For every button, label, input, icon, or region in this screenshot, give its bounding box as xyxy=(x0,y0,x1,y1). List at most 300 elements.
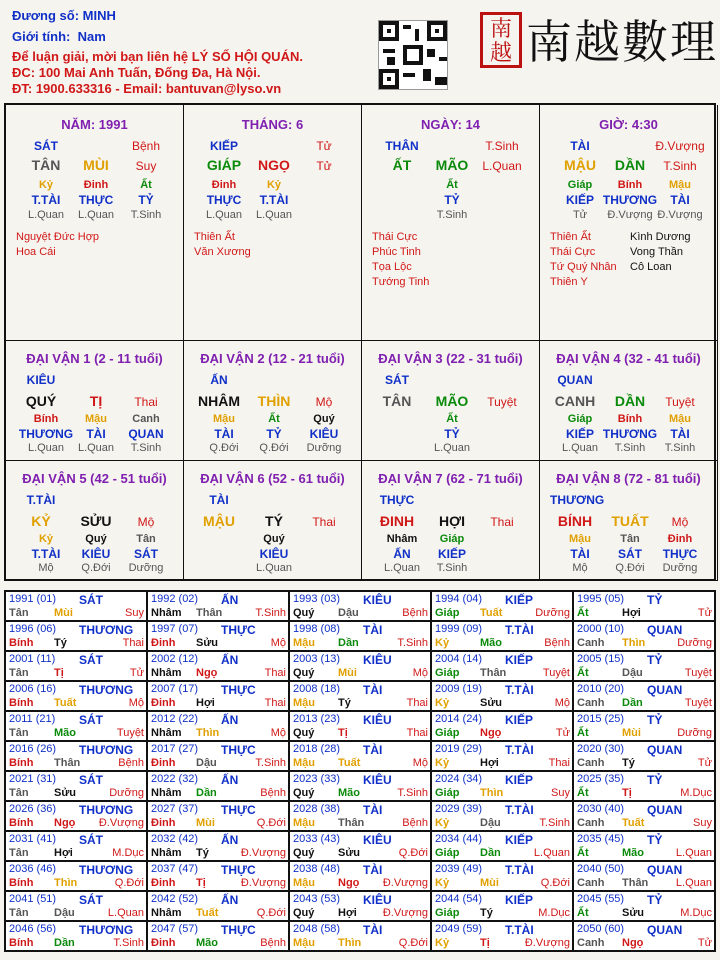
hidden-stage: L.Quan xyxy=(77,442,115,454)
star-label: Tọa Lộc xyxy=(372,261,412,273)
dai-van-title: ĐẠI VẬN 1 (2 - 11 tuổi) xyxy=(26,351,163,366)
dai-van-title: ĐẠI VẬN 2 (12 - 21 tuổi) xyxy=(200,351,345,366)
hidden-stem: Mậu xyxy=(669,179,691,191)
year-cell[interactable] xyxy=(147,831,289,861)
year-cell[interactable] xyxy=(431,891,573,921)
hidden-stem: Ất xyxy=(446,413,458,425)
star-label: Văn Xương xyxy=(194,246,251,258)
year-label: 2047 (57) THỰC xyxy=(151,923,256,937)
dai-van-god: T.TÀI xyxy=(26,493,56,507)
pillar-stage-mid: L.Quan xyxy=(482,159,522,173)
hidden-stage: Q.Đới xyxy=(81,562,111,574)
year-stem-branch: Mậu Ngọ Đ.Vượng xyxy=(293,877,428,889)
hidden-stage: Dưỡng xyxy=(306,442,342,454)
hidden-stage: L.Quan xyxy=(27,442,65,454)
year-label: 2019 (29) T.TÀI xyxy=(435,743,534,757)
year-cell[interactable] xyxy=(5,801,147,831)
hidden-stage: Đ.Vượng xyxy=(657,209,703,221)
year-label: 2021 (31) SÁT xyxy=(9,773,103,787)
year-cell[interactable] xyxy=(573,711,715,741)
year-label: 2007 (17) THỰC xyxy=(151,683,256,697)
year-stem-branch: Mậu Thìn Q.Đới xyxy=(293,937,428,949)
year-stem-branch: Kỷ Sửu Mộ xyxy=(435,697,570,709)
hidden-god: TÀI xyxy=(570,547,590,561)
year-label: 1991 (01) SÁT xyxy=(9,593,103,607)
year-cell[interactable] xyxy=(5,681,147,711)
dai-van-stem: MẬU xyxy=(203,513,235,529)
hidden-stem: Đinh xyxy=(211,179,237,191)
year-stem-branch: Mậu Thân Bệnh xyxy=(293,817,428,829)
pillar-stage-top: Tử xyxy=(316,139,332,153)
year-cell[interactable] xyxy=(147,681,289,711)
pillar-stage-top: Đ.Vượng xyxy=(655,139,705,153)
year-cell[interactable] xyxy=(573,831,715,861)
year-cell[interactable] xyxy=(5,861,147,891)
dai-van-cell xyxy=(184,341,362,461)
year-label: 2048 (58) TÀI xyxy=(293,923,383,937)
pillar-cell xyxy=(540,105,718,341)
dai-van-stage: Thai xyxy=(134,395,158,409)
year-stem-branch: Quý Mùi Mộ xyxy=(293,667,428,679)
year-stem-branch: Mậu Tý Thai xyxy=(293,697,428,709)
year-cell[interactable] xyxy=(289,891,431,921)
year-label: 2039 (49) T.TÀI xyxy=(435,863,534,877)
year-label: 2031 (41) SÁT xyxy=(9,833,103,847)
year-stem-branch: Kỷ Tị Đ.Vượng xyxy=(435,937,570,949)
hidden-stem: Quý xyxy=(85,533,107,545)
year-cell[interactable] xyxy=(5,741,147,771)
dai-van-cell xyxy=(6,341,184,461)
hidden-stem: Kỷ xyxy=(38,179,54,191)
hidden-god: ẤN xyxy=(393,547,411,561)
year-cell[interactable] xyxy=(431,771,573,801)
year-cell[interactable] xyxy=(431,831,573,861)
year-cell[interactable] xyxy=(5,891,147,921)
year-cell[interactable] xyxy=(147,591,289,621)
year-label: 1992 (02) ẤN xyxy=(151,593,239,607)
hidden-god: KIẾP xyxy=(437,547,466,561)
hidden-stem: Tân xyxy=(620,533,640,545)
year-label: 2016 (26) THƯƠNG xyxy=(9,743,134,757)
year-label: 2008 (18) TÀI xyxy=(293,683,383,697)
year-stem-branch: Giáp Dần L.Quan xyxy=(435,847,570,859)
year-label: 2001 (11) SÁT xyxy=(9,653,103,667)
hidden-stem: Quý xyxy=(313,413,335,425)
year-cell[interactable] xyxy=(289,711,431,741)
year-cell[interactable] xyxy=(5,591,147,621)
year-cell[interactable] xyxy=(289,861,431,891)
hidden-god: T.TÀI xyxy=(31,547,61,561)
pillar-stage-top: Bệnh xyxy=(131,139,161,153)
hidden-stem: Giáp xyxy=(567,413,593,425)
year-label: 2027 (37) THỰC xyxy=(151,803,256,817)
year-label: 1997 (07) THỰC xyxy=(151,623,256,637)
year-stem-branch: Ất Mùi Dưỡng xyxy=(577,727,712,739)
hidden-stage: Q.Đới xyxy=(259,442,289,454)
hidden-stem: Ất xyxy=(140,179,152,191)
hidden-stage: L.Quan xyxy=(383,562,421,574)
pillar-title: GIỜ: 4:30 xyxy=(599,117,658,132)
year-stem-branch: Canh Thìn Dưỡng xyxy=(577,637,712,649)
hidden-stem: Mậu xyxy=(85,413,107,425)
star-label: Thiên Y xyxy=(550,276,588,288)
year-cell[interactable] xyxy=(289,921,431,951)
hidden-god: TÀI xyxy=(86,427,106,441)
year-label: 2015 (25) TỶ xyxy=(577,713,663,727)
year-cell[interactable] xyxy=(431,741,573,771)
hidden-stage: L.Quan xyxy=(205,209,243,221)
year-label: 2000 (10) QUAN xyxy=(577,623,683,637)
year-stem-branch: Đinh Hợi Thai xyxy=(151,697,286,709)
year-label: 1993 (03) KIÊU xyxy=(293,593,392,607)
year-cell[interactable] xyxy=(573,861,715,891)
year-label: 2034 (44) KIẾP xyxy=(435,833,534,847)
year-label: 2049 (59) T.TÀI xyxy=(435,923,534,937)
year-cell[interactable] xyxy=(431,681,573,711)
owner-name: MINH xyxy=(82,8,116,23)
year-stem-branch: Quý Mão T.Sinh xyxy=(293,787,428,799)
star-label: Thái Cực xyxy=(550,246,596,258)
dai-van-branch: SỬU xyxy=(80,513,112,529)
dai-van-title: ĐẠI VẬN 3 (22 - 31 tuổi) xyxy=(378,351,523,366)
year-stem-branch: Bính Ngọ Đ.Vượng xyxy=(9,817,144,829)
year-cell[interactable] xyxy=(5,711,147,741)
year-label: 2011 (21) SÁT xyxy=(9,713,103,727)
hidden-stem: Đinh xyxy=(667,533,693,545)
year-label: 2002 (12) ẤN xyxy=(151,653,239,667)
hidden-stage: Mộ xyxy=(38,562,54,574)
dai-van-cell xyxy=(540,461,718,581)
dai-van-stem: QUÝ xyxy=(25,393,57,409)
hidden-stem: Nhâm xyxy=(386,533,418,545)
pillar-cell xyxy=(6,105,184,341)
gender-label: Giới tính: xyxy=(12,29,71,44)
hidden-stage: Dưỡng xyxy=(662,562,698,574)
dai-van-title: ĐẠI VẬN 6 (52 - 61 tuổi) xyxy=(200,471,345,486)
pillar-stage-mid: Tử xyxy=(316,159,332,173)
year-label: 2005 (15) TỶ xyxy=(577,653,663,667)
year-stem-branch: Đinh Sửu Mộ xyxy=(151,637,286,649)
hidden-god: TỶ xyxy=(266,427,282,441)
year-label: 2006 (16) THƯƠNG xyxy=(9,683,134,697)
year-label: 2012 (22) ẤN xyxy=(151,713,239,727)
year-cell[interactable] xyxy=(289,651,431,681)
year-stem-branch: Kỷ Mão Bệnh xyxy=(435,637,570,649)
year-cell[interactable] xyxy=(5,621,147,651)
year-stem-branch: Quý Sửu Q.Đới xyxy=(293,847,428,859)
year-label: 1999 (09) T.TÀI xyxy=(435,623,534,637)
year-stem-branch: Tân Mão Tuyệt xyxy=(9,727,144,739)
star-label: Thiên Ất xyxy=(194,231,235,243)
hidden-stage: Tử xyxy=(572,209,588,221)
hidden-stem: Bính xyxy=(617,413,643,425)
hidden-stage: T.Sinh xyxy=(614,442,646,454)
hidden-stem: Bính xyxy=(33,413,59,425)
year-stem-branch: Giáp Tý M.Dục xyxy=(435,907,570,919)
dai-van-stage: Tuyệt xyxy=(487,395,517,409)
year-label: 2014 (24) KIẾP xyxy=(435,713,534,727)
pillar-stage-mid: T.Sinh xyxy=(663,159,697,173)
year-stem-branch: Giáp Tuất Dưỡng xyxy=(435,607,570,619)
hidden-god: TÀI xyxy=(670,193,690,207)
year-label: 2036 (46) THƯƠNG xyxy=(9,863,134,877)
year-stem-branch: Đinh Mão Bệnh xyxy=(151,937,286,949)
year-label: 1994 (04) KIẾP xyxy=(435,593,534,607)
dai-van-god: QUAN xyxy=(557,373,593,387)
hidden-stage: T.Sinh xyxy=(130,442,162,454)
hidden-stage: T.Sinh xyxy=(130,209,162,221)
dai-van-stem: ĐINH xyxy=(379,513,415,529)
dai-van-branch: TÝ xyxy=(265,513,283,529)
year-stem-branch: Giáp Thân Tuyệt xyxy=(435,667,570,679)
hidden-stage: T.Sinh xyxy=(436,209,468,221)
dai-van-cell xyxy=(362,461,540,581)
year-cell[interactable] xyxy=(431,651,573,681)
pillar-branch: MÙI xyxy=(83,157,109,173)
dai-van-branch: TUẤT xyxy=(611,513,649,529)
dai-van-stage: Thai xyxy=(312,515,336,529)
year-label: 2024 (34) KIẾP xyxy=(435,773,534,787)
header xyxy=(12,8,303,97)
year-label: 2040 (50) QUAN xyxy=(577,863,683,877)
star-label: Tứ Quý Nhân xyxy=(550,261,617,273)
year-label: 2018 (28) TÀI xyxy=(293,743,383,757)
hidden-god: THỰC xyxy=(78,193,114,207)
year-label: 2044 (54) KIẾP xyxy=(435,893,534,907)
pillar-title: NGÀY: 14 xyxy=(421,117,480,132)
year-cell[interactable] xyxy=(147,801,289,831)
pillar-branch: DẦN xyxy=(614,157,646,173)
star-label: Thái Cực xyxy=(372,231,418,243)
star-label: Vong Thần xyxy=(630,246,684,258)
year-cell[interactable] xyxy=(573,921,715,951)
hidden-stem: Giáp xyxy=(567,179,593,191)
pillar-stem-god: TÀI xyxy=(570,139,590,153)
year-cell[interactable] xyxy=(289,801,431,831)
year-label: 2026 (36) THƯƠNG xyxy=(9,803,134,817)
dai-van-branch: HỢI xyxy=(439,513,465,529)
year-stem-branch: Nhâm Tuất Q.Đới xyxy=(151,907,286,919)
star-label: Hoa Cái xyxy=(16,246,56,258)
year-cell[interactable] xyxy=(5,651,147,681)
year-stem-branch: Nhâm Dần Bệnh xyxy=(151,787,286,799)
year-stem-branch: Nhâm Tý Đ.Vượng xyxy=(151,847,286,859)
hidden-stem: Bính xyxy=(617,179,643,191)
pillar-cell xyxy=(184,105,362,341)
year-label: 2037 (47) THỰC xyxy=(151,863,256,877)
year-cell[interactable] xyxy=(431,711,573,741)
year-stem-branch: Bính Tuất Mộ xyxy=(9,697,144,709)
year-label: 2038 (48) TÀI xyxy=(293,863,383,877)
year-cell[interactable] xyxy=(289,771,431,801)
hidden-stage: L.Quan xyxy=(27,209,65,221)
pillar-stem-god: KIẾP xyxy=(209,139,238,153)
year-stem-branch: Canh Tuất Suy xyxy=(577,817,712,829)
year-label: 2017 (27) THỰC xyxy=(151,743,256,757)
star-label: Tướng Tinh xyxy=(372,276,430,288)
hidden-god: KIẾP xyxy=(565,193,594,207)
dai-van-stage: Mộ xyxy=(671,515,689,529)
pillar-stem: ẤT xyxy=(392,157,412,173)
hidden-stage: T.Sinh xyxy=(664,442,696,454)
star-label: Kình Dương xyxy=(630,231,691,243)
year-stem-branch: Ất Sửu M.Dục xyxy=(577,907,712,919)
year-label: 2042 (52) ẤN xyxy=(151,893,239,907)
year-cell[interactable] xyxy=(573,621,715,651)
year-stem-branch: Ất Tị M.Dục xyxy=(577,787,712,799)
hidden-stem: Đinh xyxy=(83,179,109,191)
hidden-god: SÁT xyxy=(134,547,158,561)
dai-van-stage: Mộ xyxy=(137,515,155,529)
pillar-stem: GIÁP xyxy=(206,157,242,173)
star-label: Phúc Tinh xyxy=(372,246,421,258)
hidden-stage: T.Sinh xyxy=(436,562,468,574)
hidden-god: TỶ xyxy=(444,193,460,207)
dai-van-stem: CANH xyxy=(554,393,596,409)
year-stem-branch: Giáp Thìn Suy xyxy=(435,787,570,799)
year-label: 2023 (33) KIÊU xyxy=(293,773,392,787)
phone-line: ĐT: 1900.633316 - Email: bantuvan@lyso.vn xyxy=(12,81,282,96)
hidden-god: THƯƠNG xyxy=(602,193,658,207)
year-cell[interactable] xyxy=(431,921,573,951)
hidden-stem: Ất xyxy=(446,179,458,191)
hidden-stage: Mộ xyxy=(572,562,588,574)
hidden-god: TỶ xyxy=(444,427,460,441)
dai-van-stem: BÍNH xyxy=(557,513,593,529)
qr-code[interactable] xyxy=(378,20,448,90)
year-cell[interactable] xyxy=(289,741,431,771)
year-cell[interactable] xyxy=(147,861,289,891)
year-cell[interactable] xyxy=(289,681,431,711)
hidden-stage: L.Quan xyxy=(561,442,599,454)
hidden-stage: L.Quan xyxy=(255,209,293,221)
year-stem-branch: Tân Tị Tử xyxy=(9,667,144,679)
year-cell[interactable] xyxy=(431,591,573,621)
hidden-stage: Q.Đới xyxy=(615,562,645,574)
year-cell[interactable] xyxy=(147,621,289,651)
year-stem-branch: Mậu Tuất Mộ xyxy=(293,757,428,769)
hidden-god: THƯƠNG xyxy=(602,427,658,441)
gender: Nam xyxy=(77,29,106,44)
address-line: ĐC: 100 Mai Anh Tuấn, Đống Đa, Hà Nội. xyxy=(12,65,261,80)
hidden-god: QUAN xyxy=(128,427,164,441)
year-cell[interactable] xyxy=(147,771,289,801)
year-label: 2020 (30) QUAN xyxy=(577,743,683,757)
dai-van-god: ẤN xyxy=(210,373,228,387)
year-stem-branch: Nhâm Ngọ Thai xyxy=(151,667,286,679)
year-label: 2025 (35) TỶ xyxy=(577,773,663,787)
year-stem-branch: Tân Hợi M.Dục xyxy=(9,847,144,859)
pillar-branch: NGỌ xyxy=(258,157,290,173)
hidden-god: TÀI xyxy=(214,427,234,441)
year-stem-branch: Nhâm Thân T.Sinh xyxy=(151,607,286,619)
year-cell[interactable] xyxy=(431,801,573,831)
hidden-stem: Kỷ xyxy=(266,179,282,191)
pillars-panel xyxy=(4,103,716,581)
red-seal-logo: 南 越 xyxy=(480,12,522,68)
year-label: 2028 (38) TÀI xyxy=(293,803,383,817)
hidden-god: THƯƠNG xyxy=(18,427,74,441)
dai-van-stage: Tuyệt xyxy=(665,395,695,409)
year-stem-branch: Nhâm Thìn Mộ xyxy=(151,727,286,739)
year-cell[interactable] xyxy=(431,621,573,651)
hidden-stem: Mậu xyxy=(569,533,591,545)
year-stem-branch: Ất Hợi Tử xyxy=(577,607,712,619)
year-cell[interactable] xyxy=(5,831,147,861)
hidden-stem: Giáp xyxy=(439,533,465,545)
year-label: 2041 (51) SÁT xyxy=(9,893,103,907)
year-cell[interactable] xyxy=(573,681,715,711)
hidden-stage: Dưỡng xyxy=(128,562,164,574)
star-label: Thiên Ất xyxy=(550,231,591,243)
year-stem-branch: Ất Mão L.Quan xyxy=(577,847,712,859)
year-cell[interactable] xyxy=(573,591,715,621)
dai-van-god: THƯƠNG xyxy=(550,493,605,507)
year-label: 1996 (06) THƯƠNG xyxy=(9,623,134,637)
year-label: 2043 (53) KIÊU xyxy=(293,893,392,907)
dai-van-god: TÀI xyxy=(209,493,229,507)
pillar-stem: MẬU xyxy=(564,157,596,173)
year-cell[interactable] xyxy=(147,741,289,771)
hidden-stage: Q.Đới xyxy=(209,442,239,454)
year-stem-branch: Canh Ngọ Tử xyxy=(577,937,712,949)
year-cell[interactable] xyxy=(289,831,431,861)
hidden-stage: L.Quan xyxy=(77,209,115,221)
dai-van-title: ĐẠI VẬN 7 (62 - 71 tuổi) xyxy=(378,471,523,486)
dai-van-cell xyxy=(362,341,540,461)
pillar-branch: MÃO xyxy=(435,157,469,173)
star-label: Nguyệt Đức Hợp xyxy=(16,231,100,243)
year-cell[interactable] xyxy=(147,651,289,681)
year-stem-branch: Bính Thân Bệnh xyxy=(9,757,144,769)
hidden-god: KIẾP xyxy=(565,427,594,441)
hidden-god: TỶ xyxy=(138,193,154,207)
hidden-god: TÀI xyxy=(670,427,690,441)
year-label: 2004 (14) KIẾP xyxy=(435,653,534,667)
hidden-god: KIÊU xyxy=(81,547,111,561)
year-stem-branch: Giáp Ngọ Tử xyxy=(435,727,570,739)
hidden-god: T.TÀI xyxy=(31,193,61,207)
year-cell[interactable] xyxy=(289,621,431,651)
year-cell[interactable] xyxy=(5,921,147,951)
year-cell[interactable] xyxy=(573,891,715,921)
hidden-stem: Canh xyxy=(132,413,160,425)
year-label: 2013 (23) KIÊU xyxy=(293,713,392,727)
year-cell[interactable] xyxy=(573,771,715,801)
year-cell[interactable] xyxy=(147,891,289,921)
year-cell[interactable] xyxy=(147,711,289,741)
year-cell[interactable] xyxy=(573,651,715,681)
year-cell[interactable] xyxy=(431,861,573,891)
pillar-stem-god: SÁT xyxy=(34,139,58,153)
hidden-stage: L.Quan xyxy=(433,442,471,454)
year-cell[interactable] xyxy=(289,591,431,621)
pillar-stage-mid: Suy xyxy=(135,159,157,173)
dai-van-stem: KỶ xyxy=(31,513,51,529)
dai-van-stem: NHÂM xyxy=(198,393,240,409)
year-label: 2046 (56) THƯƠNG xyxy=(9,923,134,937)
year-stem-branch: Quý Tị Thai xyxy=(293,727,428,739)
year-stem-branch: Mậu Dần T.Sinh xyxy=(293,637,428,649)
year-stem-branch: Bính Dần T.Sinh xyxy=(9,937,144,949)
year-cell[interactable] xyxy=(5,771,147,801)
hidden-god: SÁT xyxy=(618,547,642,561)
dai-van-stage: Mộ xyxy=(315,395,333,409)
year-stem-branch: Bính Thìn Q.Đới xyxy=(9,877,144,889)
year-cell[interactable] xyxy=(573,741,715,771)
year-cell[interactable] xyxy=(573,801,715,831)
year-cell[interactable] xyxy=(147,921,289,951)
